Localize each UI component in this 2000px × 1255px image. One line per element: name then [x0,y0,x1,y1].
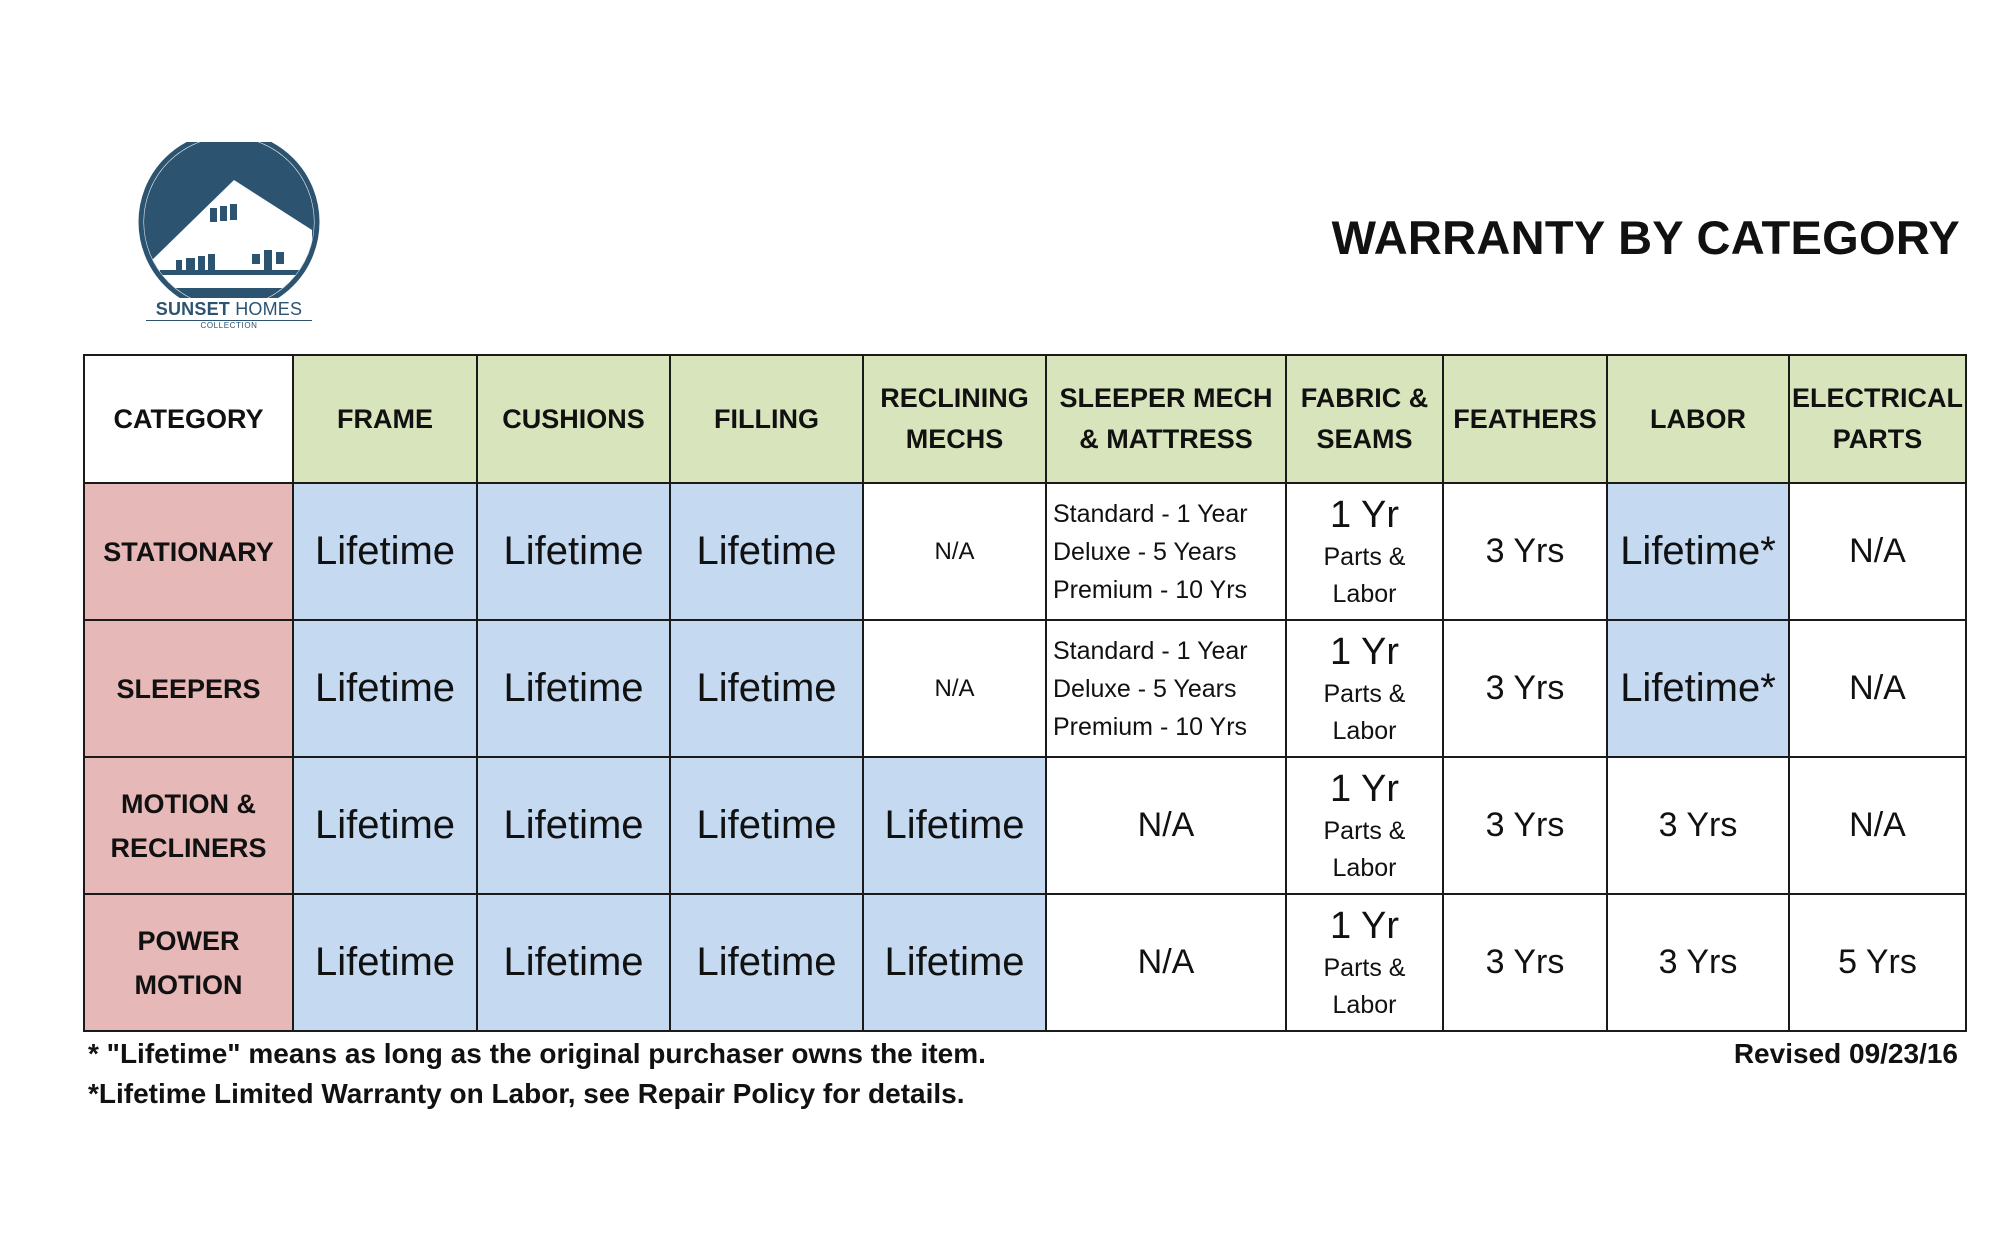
sleeper-tier: Premium - 10 Yrs [1053,712,1248,741]
category-label: POWER [137,925,240,956]
header-reclining-mechs [863,355,1046,483]
footnotes [88,1034,986,1114]
logo-subtitle: COLLECTION [146,320,312,331]
header-cushions: CUSHIONS [477,355,670,483]
header-line: MECHS [905,424,1004,454]
filling-cell: Lifetime [670,894,863,1031]
electrical-cell: 5 Yrs [1789,894,1966,1031]
fabric-years: 1 Yr [1329,493,1399,536]
fabric-cell [1286,894,1443,1031]
reclining-cell: Lifetime [863,757,1046,894]
sleeper-tier: Standard - 1 Year [1053,636,1248,665]
table-row-sleepers [84,620,1966,757]
filling-cell: Lifetime [670,757,863,894]
header-frame: FRAME [293,355,477,483]
fabric-cell [1286,757,1443,894]
header-line: & MATTRESS [1079,424,1253,454]
feathers-cell: 3 Yrs [1443,483,1607,620]
table-row-stationary [84,483,1966,620]
header-line: ELECTRICAL [1792,383,1963,413]
company-logo [136,142,322,332]
fabric-note: Labor [1332,716,1397,745]
category-cell [84,483,293,620]
logo-brand-bold: SUNSET [155,299,230,319]
sleeper-cell: N/A [1046,757,1286,894]
reclining-cell: N/A [863,620,1046,757]
labor-cell: 3 Yrs [1607,757,1789,894]
category-label: STATIONARY [103,536,274,567]
fabric-note: Parts & [1323,953,1406,982]
sleeper-tier: Premium - 10 Yrs [1053,575,1248,604]
feathers-cell: 3 Yrs [1443,757,1607,894]
header-line: FABRIC & [1300,383,1429,413]
electrical-cell: N/A [1789,620,1966,757]
labor-cell: Lifetime* [1607,483,1789,620]
fabric-note: Labor [1332,579,1397,608]
fabric-note: Parts & [1323,542,1406,571]
electrical-cell: N/A [1789,483,1966,620]
warranty-table [83,354,1967,1032]
labor-cell: Lifetime* [1607,620,1789,757]
cushions-cell: Lifetime [477,483,670,620]
sleeper-cell [1046,483,1286,620]
fabric-years: 1 Yr [1329,767,1399,810]
table-row-motion-recliners [84,757,1966,894]
category-cell [84,620,293,757]
footnote-lifetime-definition: * "Lifetime" means as long as the original purchaser owns the item. [88,1038,986,1069]
category-label: MOTION & [121,788,256,819]
category-cell [84,894,293,1031]
fabric-note: Labor [1332,853,1397,882]
frame-cell: Lifetime [293,757,477,894]
sleeper-tier: Standard - 1 Year [1053,499,1248,528]
footnote-labor-warranty: *Lifetime Limited Warranty on Labor, see Repair Policy for details. [88,1078,965,1109]
electrical-cell: N/A [1789,757,1966,894]
house-logo-icon [136,142,322,298]
reclining-cell: Lifetime [863,894,1046,1031]
page-title: WARRANTY BY CATEGORY [1331,211,1960,264]
header-line: SEAMS [1316,424,1413,454]
sleeper-tier: Deluxe - 5 Years [1053,674,1237,703]
sleeper-tier: Deluxe - 5 Years [1053,537,1237,566]
header-labor: LABOR [1607,355,1789,483]
header-line: PARTS [1832,424,1923,454]
category-label: RECLINERS [110,832,267,863]
revised-date: Revised 09/23/16 [1733,1038,1958,1069]
sleeper-cell [1046,620,1286,757]
fabric-note: Parts & [1323,679,1406,708]
cushions-cell: Lifetime [477,894,670,1031]
header-sleeper-mech [1046,355,1286,483]
table-row-power-motion [84,894,1966,1031]
feathers-cell: 3 Yrs [1443,620,1607,757]
header-electrical-parts [1789,355,1966,483]
category-cell [84,757,293,894]
header-line: RECLINING [880,383,1029,413]
cushions-cell: Lifetime [477,620,670,757]
frame-cell: Lifetime [293,483,477,620]
labor-cell: 3 Yrs [1607,894,1789,1031]
frame-cell: Lifetime [293,620,477,757]
fabric-note: Labor [1332,990,1397,1019]
fabric-cell [1286,483,1443,620]
fabric-note: Parts & [1323,816,1406,845]
reclining-cell: N/A [863,483,1046,620]
cushions-cell: Lifetime [477,757,670,894]
filling-cell: Lifetime [670,620,863,757]
header-category: CATEGORY [84,355,293,483]
frame-cell: Lifetime [293,894,477,1031]
feathers-cell: 3 Yrs [1443,894,1607,1031]
header-feathers: FEATHERS [1443,355,1607,483]
sleeper-cell: N/A [1046,894,1286,1031]
logo-brand-light: HOMES [230,299,303,319]
category-label: SLEEPERS [116,673,261,704]
filling-cell: Lifetime [670,483,863,620]
fabric-years: 1 Yr [1329,630,1399,673]
header-fabric-seams [1286,355,1443,483]
header-filling: FILLING [670,355,863,483]
category-label: MOTION [134,969,243,1000]
header-row [84,355,1966,483]
header-line: SLEEPER MECH [1059,383,1273,413]
fabric-cell [1286,620,1443,757]
fabric-years: 1 Yr [1329,904,1399,947]
